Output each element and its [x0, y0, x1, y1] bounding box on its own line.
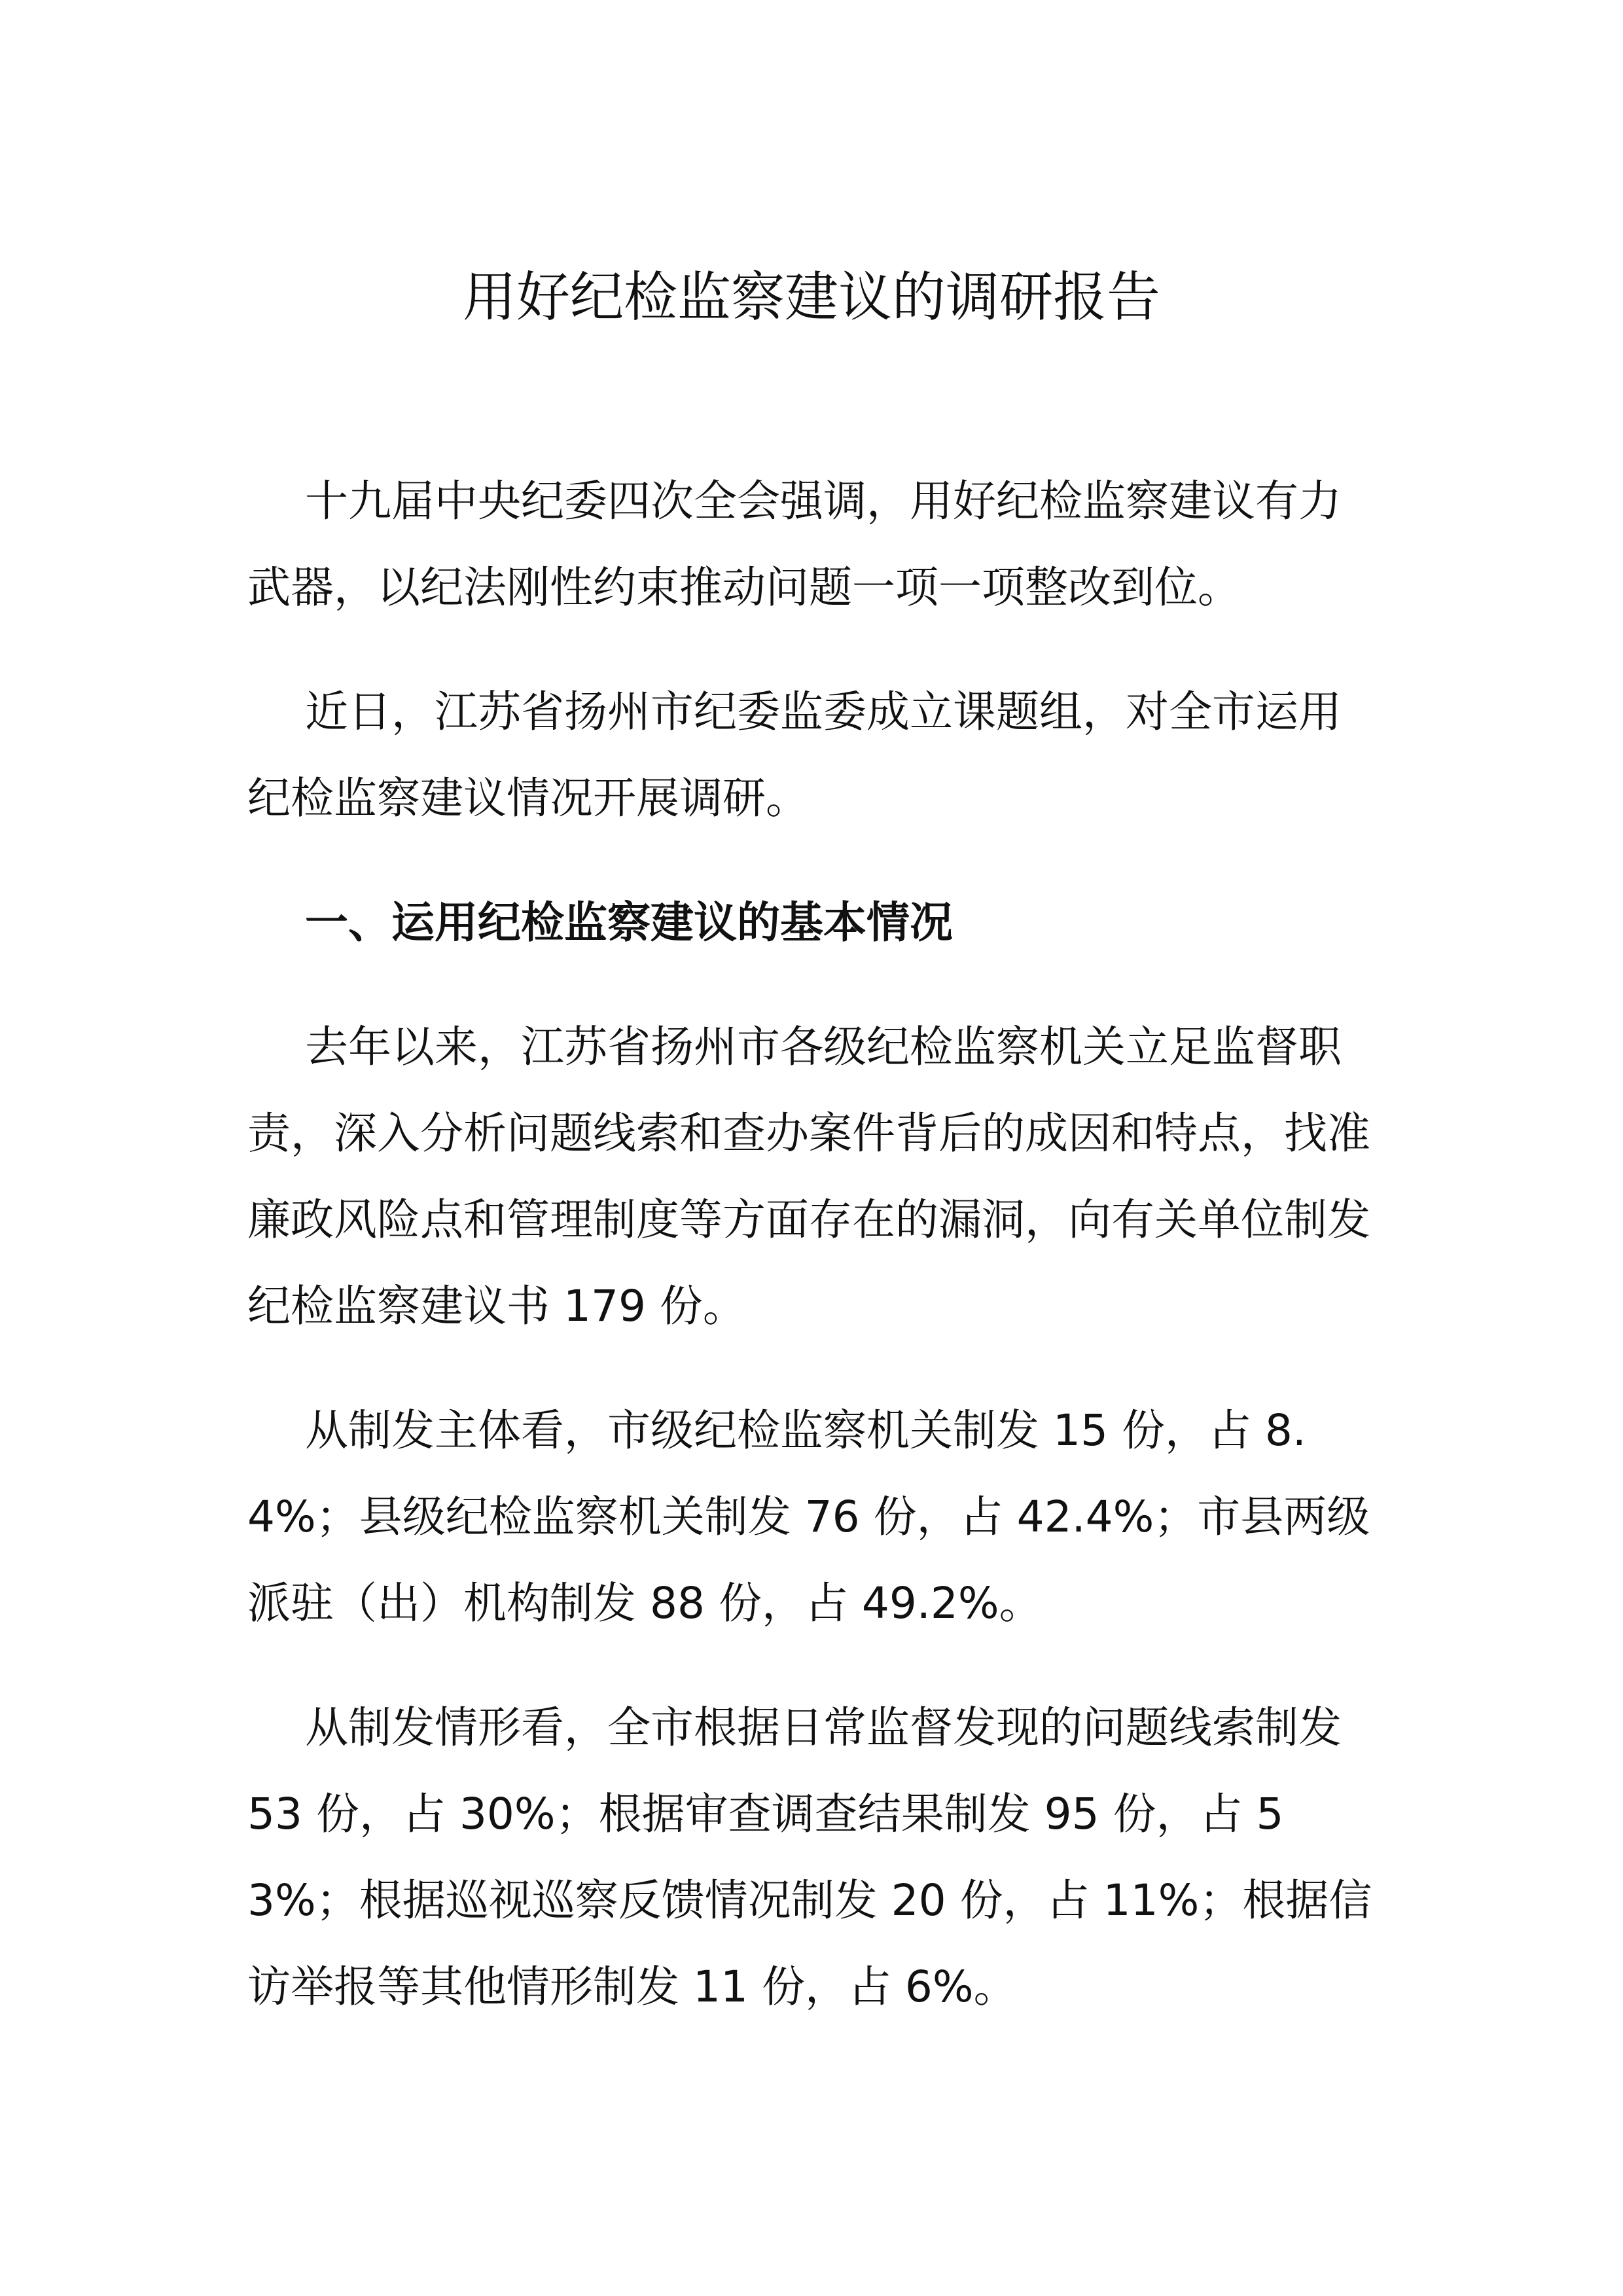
paragraph-situation-breakdown: 从制发情形看，全市根据日常监督发现的问题线索制发 53 份，占 30%；根据审查调查结果制发 95 份，占 53%；根据巡视巡察反馈情况制发 20 份，占 11%；根据信访举报等其他情形制发 11 份，占 6%。: [247, 1702, 1372, 2012]
paragraph-intro: 十九届中央纪委四次全会强调，用好纪检监察建议有力武器，以纪法刚性约束推动问题一项一项整改到位。: [247, 476, 1342, 613]
section-heading: 一、运用纪检监察建议的基本情况: [305, 897, 953, 948]
paragraph-overview: 去年以来，江苏省扬州市各级纪检监察机关立足监督职责，深入分析问题线索和查办案件背后的成因和特点，找准廉政风险点和管理制度等方面存在的漏洞，向有关单位制发纪检监察建议书 179 份。: [247, 1022, 1370, 1331]
document-title: 用好纪检监察建议的调研报告: [462, 266, 1160, 329]
document-body: [247, 458, 1373, 2068]
paragraph-issuer-breakdown: 从制发主体看，市级纪检监察机关制发 15 份，占 8.4%；县级纪检监察机关制发 76 份，占 42.4%；市县两级派驻（出）机构制发 88 份，占 49.2%。: [247, 1405, 1370, 1628]
paragraph-research: 近日，江苏省扬州市纪委监委成立课题组，对全市运用纪检监察建议情况开展调研。: [247, 687, 1342, 823]
